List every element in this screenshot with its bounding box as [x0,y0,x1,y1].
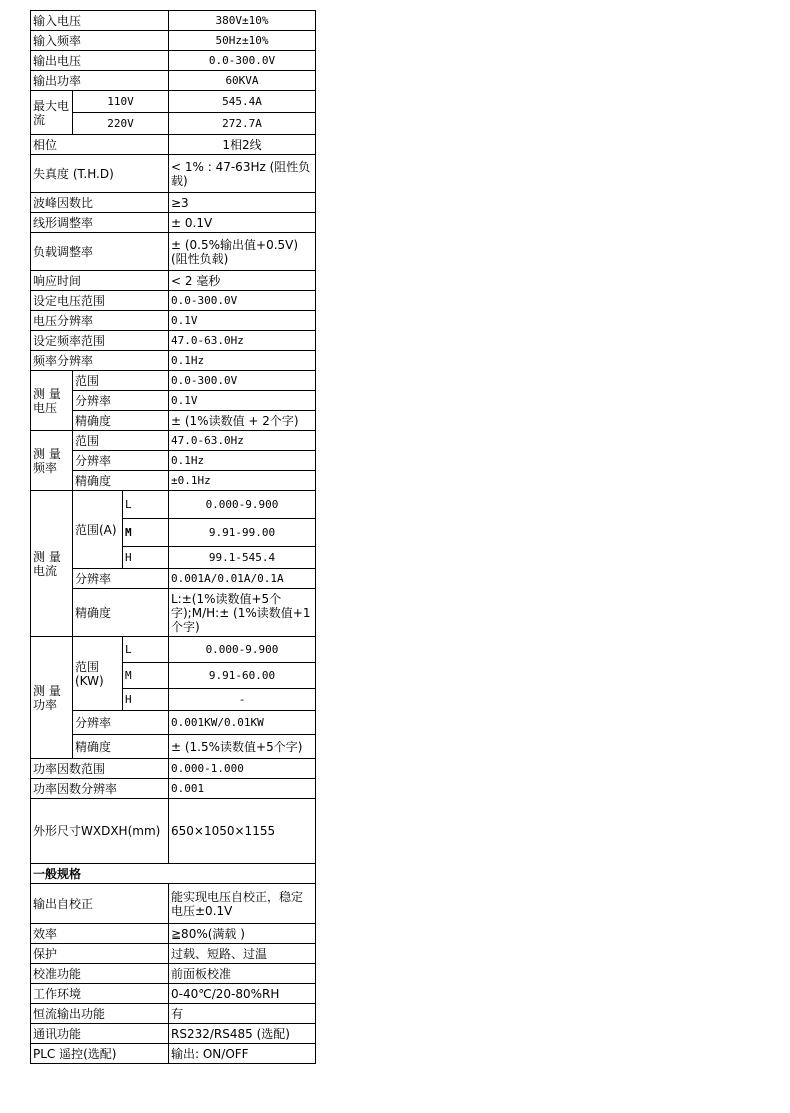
label: 恒流输出功能 [31,1004,169,1024]
range-label: 范围(A) [73,491,123,569]
level-label: H [123,689,169,711]
row-crest-factor [31,193,316,213]
value: 有 [169,1004,316,1024]
label: 外形尺寸WXDXH(mm) [31,799,169,864]
value: 0.000-9.900 [169,491,316,519]
value: 9.91-60.00 [169,663,316,689]
value: L:±(1%读数值+5个字);M/H:± (1%读数值+1个字) [169,589,316,637]
level-label: L [123,637,169,663]
row-set-voltage-range [31,291,316,311]
label: 输出自校正 [31,884,169,924]
row-freq-resolution [31,351,316,371]
row-output-power [31,71,316,91]
label: 负载调整率 [31,233,169,271]
label: 相位 [31,135,169,155]
value: 380V±10% [169,11,316,31]
label: 输入电压 [31,11,169,31]
label: 失真度 (T.H.D) [31,155,169,193]
row-efficiency [31,924,316,944]
value: 0.1Hz [169,351,316,371]
value: ± 0.1V [169,213,316,233]
level-label: L [123,491,169,519]
value: 0.0-300.0V [169,291,316,311]
label: 输出电压 [31,51,169,71]
value: 0.000-9.900 [169,637,316,663]
row-measure-freq-res [31,451,316,471]
sub-label: 110V [73,91,169,113]
label: 设定频率范围 [31,331,169,351]
value: 99.1-545.4 [169,547,316,569]
label: 输出功率 [31,71,169,91]
value: 0.1V [169,311,316,331]
value: 60KVA [169,71,316,91]
row-input-voltage [31,11,316,31]
label: 响应时间 [31,271,169,291]
label: 功率因数范围 [31,759,169,779]
row-response-time [31,271,316,291]
row-output-calibration [31,884,316,924]
sub-label: 范围 [73,371,169,391]
value: 过载、短路、过温 [169,944,316,964]
value: 545.4A [169,91,316,113]
sub-label: 精确度 [73,735,169,759]
row-pf-resolution [31,779,316,799]
row-measure-power-acc [31,735,316,759]
label: 最大电流 [31,91,73,135]
sub-label: 范围 [73,431,169,451]
value: 272.7A [169,113,316,135]
row-thd [31,155,316,193]
sub-label: 精确度 [73,589,169,637]
row-measure-voltage-res [31,391,316,411]
value: 1相2线 [169,135,316,155]
label: 电压分辨率 [31,311,169,331]
row-environment [31,984,316,1004]
sub-label: 分辨率 [73,451,169,471]
label: 测 量电流 [31,491,73,637]
value: 47.0-63.0Hz [169,331,316,351]
row-load-regulation [31,233,316,271]
row-measure-power-l [31,637,316,663]
label: 通讯功能 [31,1024,169,1044]
label: 功率因数分辨率 [31,779,169,799]
value: 0.1V [169,391,316,411]
level-label: M [123,519,169,547]
value: 9.91-99.00 [169,519,316,547]
value: 50Hz±10% [169,31,316,51]
value: 47.0-63.0Hz [169,431,316,451]
row-pf-range [31,759,316,779]
value: 0.1Hz [169,451,316,471]
row-measure-current-res [31,569,316,589]
label: 波峰因数比 [31,193,169,213]
label: PLC 遥控(选配) [31,1044,169,1064]
row-voltage-resolution [31,311,316,331]
value: ≧80%(满载 ) [169,924,316,944]
section-heading: 一般规格 [31,864,316,884]
label: 频率分辨率 [31,351,169,371]
value: 0.0-300.0V [169,371,316,391]
sub-label: 精确度 [73,411,169,431]
value: 输出: ON/OFF [169,1044,316,1064]
row-measure-voltage-acc [31,411,316,431]
value: ± (1%读数值 + 2个字) [169,411,316,431]
label: 测 量功率 [31,637,73,759]
level-label: M [123,663,169,689]
value: 0-40℃/20-80%RH [169,984,316,1004]
label: 设定电压范围 [31,291,169,311]
row-max-current-220 [31,113,316,135]
row-plc [31,1044,316,1064]
value: ≥3 [169,193,316,213]
value: 能实现电压自校正，稳定电压±0.1V [169,884,316,924]
spec-table [30,10,316,1064]
value: ±0.1Hz [169,471,316,491]
sub-label: 分辨率 [73,569,169,589]
row-dimensions [31,799,316,864]
value: 0.0-300.0V [169,51,316,71]
label: 校准功能 [31,964,169,984]
value: - [169,689,316,711]
row-protection [31,944,316,964]
row-set-freq-range [31,331,316,351]
value: RS232/RS485 (选配) [169,1024,316,1044]
row-constant-current [31,1004,316,1024]
row-measure-voltage-range [31,371,316,391]
value: < 2 毫秒 [169,271,316,291]
row-communication [31,1024,316,1044]
row-phase [31,135,316,155]
label: 输入频率 [31,31,169,51]
value: < 1% : 47-63Hz (阻性负载) [169,155,316,193]
sub-label: 220V [73,113,169,135]
row-calibration [31,964,316,984]
row-line-regulation [31,213,316,233]
sub-label: 分辨率 [73,711,169,735]
row-measure-freq-range [31,431,316,451]
value: ± (0.5%输出值+0.5V) (阻性负载) [169,233,316,271]
row-max-current-110 [31,91,316,113]
level-label: H [123,547,169,569]
row-measure-power-res [31,711,316,735]
row-measure-freq-acc [31,471,316,491]
value: 0.000-1.000 [169,759,316,779]
value: 0.001 [169,779,316,799]
row-output-voltage [31,51,316,71]
label: 测 量频率 [31,431,73,491]
value: 0.001A/0.01A/0.1A [169,569,316,589]
label: 效率 [31,924,169,944]
label: 测 量电压 [31,371,73,431]
range-label: 范围 (KW) [73,637,123,711]
general-heading-row [31,864,316,884]
value: 650×1050×1155 [169,799,316,864]
row-measure-current-l [31,491,316,519]
value: ± (1.5%读数值+5个字) [169,735,316,759]
sub-label: 精确度 [73,471,169,491]
row-input-frequency [31,31,316,51]
value: 前面板校准 [169,964,316,984]
row-measure-current-acc [31,589,316,637]
label: 线形调整率 [31,213,169,233]
sub-label: 分辨率 [73,391,169,411]
value: 0.001KW/0.01KW [169,711,316,735]
label: 保护 [31,944,169,964]
label: 工作环境 [31,984,169,1004]
